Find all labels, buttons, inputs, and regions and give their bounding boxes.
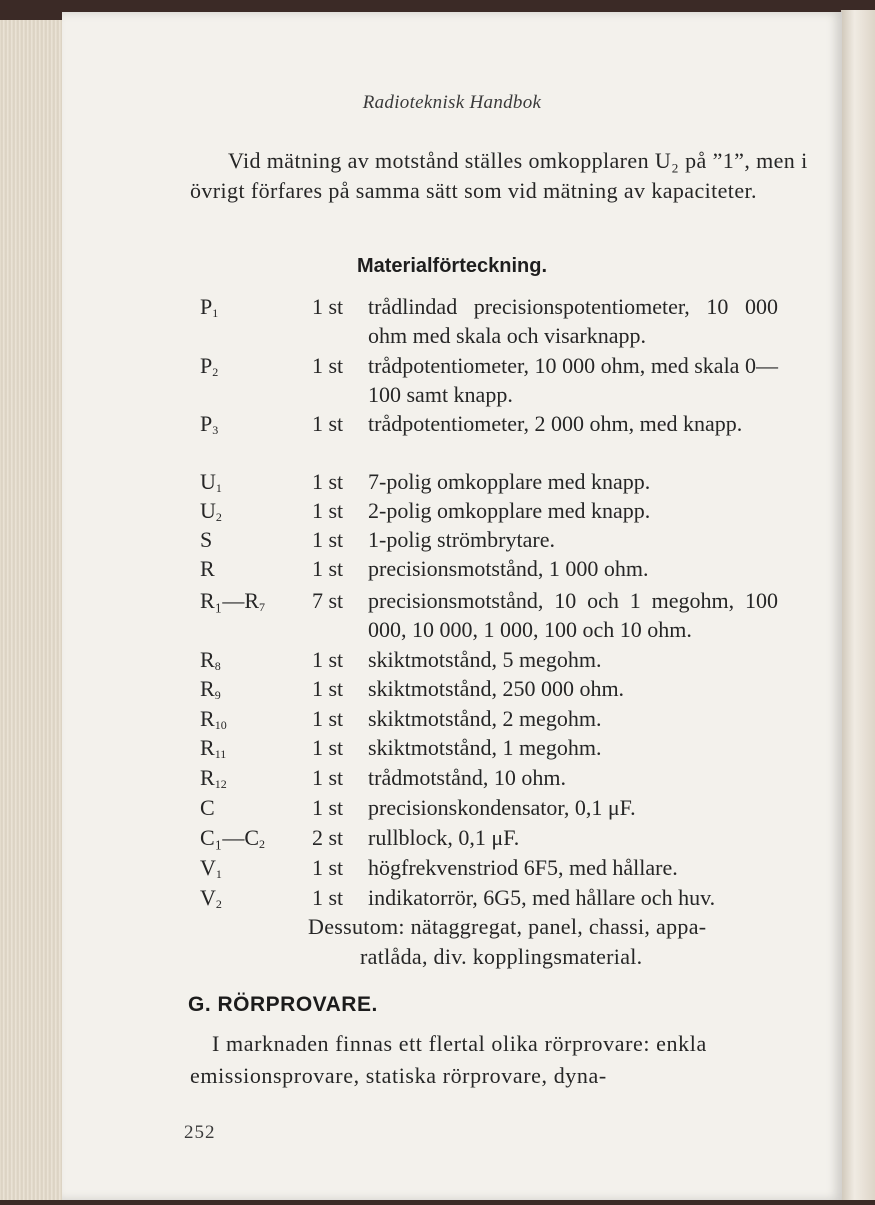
component-quantity: 1 st [312, 706, 344, 731]
component-code: $U_1$ [200, 469, 222, 495]
component-code: $C_1—C_2$ [200, 825, 266, 851]
additional-materials-line-2: ratlåda, div. kopplingsmaterial. [360, 944, 643, 969]
book-page [62, 12, 842, 1200]
component-quantity: 7 st [312, 588, 344, 613]
component-quantity: 1 st [312, 411, 344, 436]
component-description: skiktmotstånd, 250 000 ohm. [368, 676, 625, 701]
component-code: $P_3$ [200, 411, 219, 437]
component-description: 7-polig omkopplare med knapp. [368, 469, 651, 494]
component-code: $R_8$ [200, 647, 221, 673]
component-description: trådlindad precisionspotentiometer, 10 000 ohm med skala och visarknapp. [368, 294, 778, 348]
component-description: 2-polig omkopplare med knapp. [368, 498, 651, 523]
component-code: $U_2$ [200, 498, 222, 524]
component-quantity: 1 st [312, 795, 344, 820]
component-quantity: 1 st [312, 527, 344, 552]
component-code: $R_{12}$ [200, 765, 227, 791]
component-description: 1-polig strömbrytare. [368, 527, 555, 552]
component-code: $R_{11}$ [200, 735, 227, 761]
component-quantity: 1 st [312, 676, 344, 701]
component-code: $V_2$ [200, 885, 222, 911]
body-paragraph: I marknaden finnas ett flertal olika rörprovare: enkla emissionsprovare, statiska rörprovare, dyna- [190, 1031, 707, 1088]
component-description: skiktmotstånd, 1 megohm. [368, 735, 602, 760]
component-quantity: 1 st [312, 647, 344, 672]
component-quantity: 1 st [312, 735, 344, 760]
page-number: 252 [184, 1122, 216, 1143]
component-quantity: 1 st [312, 765, 344, 790]
book-page-edges-left [0, 20, 70, 1200]
component-quantity: 2 st [312, 825, 344, 850]
chapter-heading: G. RÖRPROVARE. [188, 993, 378, 1016]
component-quantity: 1 st [312, 469, 344, 494]
running-header: Radioteknisk Handbok [362, 92, 542, 113]
additional-materials-line-1: Dessutom: nätaggregat, panel, chassi, appa- [308, 914, 707, 939]
component-quantity: 1 st [312, 556, 344, 581]
component-code: $V_1$ [200, 855, 222, 881]
component-quantity: 1 st [312, 885, 344, 910]
component-code: C [200, 795, 215, 820]
component-code: $R_9$ [200, 676, 221, 702]
component-description: precisionsmotstånd, 1 000 ohm. [368, 556, 649, 581]
component-description: indikatorrör, 6G5, med hållare och huv. [368, 885, 716, 910]
component-code: $P_1$ [200, 294, 219, 320]
additional-materials [308, 912, 778, 972]
component-description: precisionskondensator, 0,1 μF. [368, 795, 636, 820]
component-code: $R_1—R_7$ [200, 588, 266, 614]
section-title: Materialförteckning. [356, 255, 548, 277]
component-description: rullblock, 0,1 μF. [368, 825, 520, 850]
component-code: S [200, 527, 213, 552]
component-description: skiktmotstånd, 5 megohm. [368, 647, 602, 672]
component-description: trådpotentiometer, 10 000 ohm, med skala 0—100 samt knapp. [368, 353, 778, 407]
component-description: skiktmotstånd, 2 megohm. [368, 706, 602, 731]
component-code: $P_2$ [200, 353, 219, 379]
intro-paragraph: Vid mätning av motstånd ställes omkopplaren U₂ på ”1”, men i övrigt förfares på samma sätt som vid mätning av kapaciteter. [190, 148, 808, 203]
component-description: trådmotstånd, 10 ohm. [368, 765, 566, 790]
component-quantity: 1 st [312, 353, 344, 378]
component-description: trådpotentiometer, 2 000 ohm, med knapp. [368, 411, 743, 436]
component-quantity: 1 st [312, 855, 344, 880]
component-code: R [200, 556, 215, 581]
component-description: precisionsmotstånd, 10 och 1 megohm, 100 000, 10 000, 1 000, 100 och 10 ohm. [368, 588, 778, 642]
component-description: högfrekvenstriod 6F5, med hållare. [368, 855, 678, 880]
component-quantity: 1 st [312, 498, 344, 523]
component-code: $R_{10}$ [200, 706, 227, 732]
component-quantity: 1 st [312, 294, 344, 319]
